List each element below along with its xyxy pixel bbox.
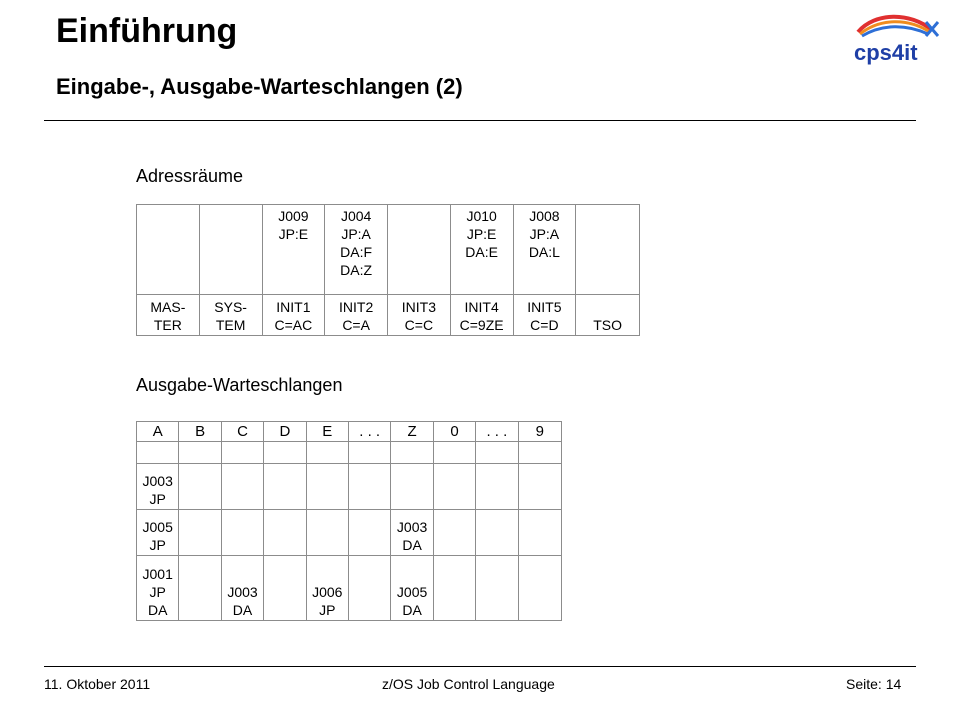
address-space-jobs-cell [200, 205, 263, 295]
address-space-name-cell: INIT2 C=A [325, 295, 388, 335]
address-spaces-label: Adressräume [136, 166, 244, 186]
queue-class-header: C [222, 422, 264, 442]
queue-entry-cell [434, 556, 476, 620]
queue-entry-cell [519, 464, 561, 510]
queue-entry-cell: J006 JP [307, 556, 349, 620]
address-space-name-cell: INIT1 C=AC [263, 295, 326, 335]
queue-entry-cell [264, 464, 306, 510]
footer-page: Seite: 14 [846, 676, 902, 692]
queue-class-header: . . . [349, 422, 391, 442]
address-space-jobs-cell: J010 JP:E DA:E [451, 205, 514, 295]
queue-entry-cell [307, 442, 349, 464]
queue-entry-cell [179, 464, 221, 510]
queue-entry-cell: J005 JP [137, 510, 179, 556]
address-space-name-cell: INIT3 C=C [388, 295, 451, 335]
address-space-jobs-cell [576, 205, 639, 295]
queue-class-header: Z [391, 422, 433, 442]
queue-entry-cell [349, 464, 391, 510]
queue-entry-cell [307, 464, 349, 510]
queue-entry-cell [179, 510, 221, 556]
queue-entry-cell [391, 464, 433, 510]
queue-entry-cell [434, 510, 476, 556]
queue-entry-cell [349, 442, 391, 464]
queue-entry-cell [476, 510, 518, 556]
queue-entry-cell [222, 464, 264, 510]
queue-entry-cell [222, 510, 264, 556]
queue-class-header: E [307, 422, 349, 442]
queue-entry-cell [349, 556, 391, 620]
address-space-name-cell: INIT4 C=9ZE [451, 295, 514, 335]
page-title: Einführung [56, 12, 238, 50]
queue-entry-cell [476, 442, 518, 464]
page-subtitle: Eingabe-, Ausgabe-Warteschlangen (2) [56, 74, 463, 99]
queue-entry-cell [222, 442, 264, 464]
address-space-jobs-cell: J008 JP:A DA:L [514, 205, 577, 295]
queue-entry-cell: J003 DA [222, 556, 264, 620]
queue-class-header: B [179, 422, 221, 442]
address-space-jobs-cell: J004 JP:A DA:F DA:Z [325, 205, 388, 295]
svg-text:cps4it: cps4it [854, 40, 918, 65]
address-space-jobs-cell [388, 205, 451, 295]
queue-entry-cell [519, 556, 561, 620]
queue-entry-cell: J005 DA [391, 556, 433, 620]
queue-entry-cell [476, 464, 518, 510]
queue-entry-cell [179, 556, 221, 620]
output-queues-table [136, 421, 562, 621]
queue-entry-cell [391, 442, 433, 464]
queue-class-header: 0 [434, 422, 476, 442]
queue-entry-cell [519, 442, 561, 464]
queue-entry-cell: J001 JP DA [137, 556, 179, 620]
queue-entry-cell [179, 442, 221, 464]
queue-entry-cell [434, 464, 476, 510]
queue-entry-cell: J003 DA [391, 510, 433, 556]
output-queues-label: Ausgabe-Warteschlangen [136, 375, 343, 395]
queue-entry-cell [264, 556, 306, 620]
queue-class-header: 9 [519, 422, 561, 442]
footer-title: z/OS Job Control Language [382, 676, 555, 692]
address-space-name-cell: SYS- TEM [200, 295, 263, 335]
queue-entry-cell [519, 510, 561, 556]
address-space-name-cell: TSO [593, 317, 623, 333]
address-space-name-cell: INIT5 C=D [514, 295, 577, 335]
queue-entry-cell [264, 510, 306, 556]
queue-entry-cell [264, 442, 306, 464]
queue-entry-cell [476, 556, 518, 620]
address-space-jobs-cell: J009 JP:E [263, 205, 326, 295]
queue-class-header: D [264, 422, 306, 442]
footer-divider [44, 666, 916, 667]
header-divider [44, 120, 916, 121]
address-space-name-cell: MAS- TER [137, 295, 200, 335]
queue-class-header: A [137, 422, 179, 442]
queue-entry-cell [349, 510, 391, 556]
queue-entry-cell: J003 JP [137, 464, 179, 510]
queue-class-header: . . . [476, 422, 518, 442]
queue-entry-cell [307, 510, 349, 556]
cps4it-logo [850, 10, 940, 70]
queue-entry-cell [137, 442, 179, 464]
footer-date: 11. Oktober 2011 [44, 676, 151, 692]
address-space-jobs-cell [137, 205, 200, 295]
queue-entry-cell [434, 442, 476, 464]
address-spaces-table [136, 204, 640, 336]
